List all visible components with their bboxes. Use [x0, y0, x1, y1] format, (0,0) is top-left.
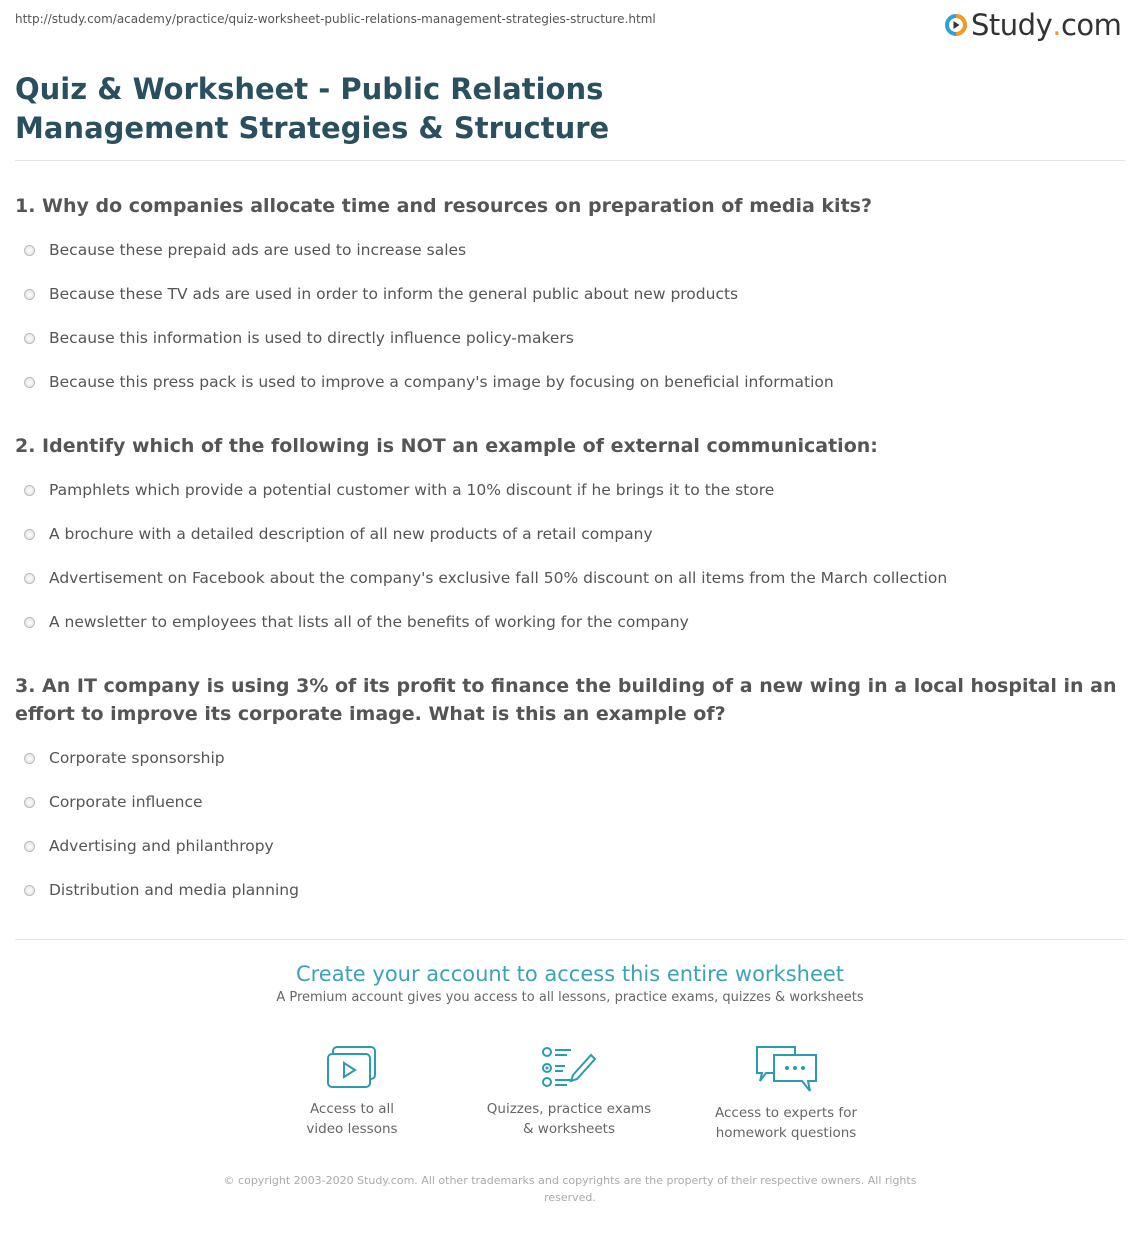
answer-option[interactable] — [15, 868, 1125, 912]
question-text: 2. Identify which of the following is NOT an example of external communication: — [15, 435, 878, 457]
option-label: Corporate sponsorship — [49, 749, 225, 767]
feature-label: Access to experts for — [714, 1105, 857, 1121]
divider — [15, 939, 1125, 940]
question-3 — [15, 672, 1125, 912]
option-label: Because these prepaid ads are used to increase sales — [49, 241, 467, 259]
answer-option[interactable] — [15, 512, 1125, 556]
option-label: Because this press pack is used to improve a company's image by focusing on beneficial information — [49, 373, 834, 391]
question-2 — [15, 432, 1125, 644]
radio-button[interactable] — [24, 245, 35, 256]
answer-option[interactable] — [15, 316, 1125, 360]
option-label: Distribution and media planning — [49, 881, 299, 899]
radio-button[interactable] — [24, 617, 35, 628]
quiz-checklist-icon — [541, 1045, 597, 1091]
question-text: 3. An IT company is using 3% of its profit to finance the building of a new wing in a local hospital in an effort to improve its corporate image. What is this an example of? — [15, 675, 1117, 725]
answer-option[interactable] — [15, 272, 1125, 316]
video-lesson-icon — [326, 1045, 378, 1091]
answer-option[interactable] — [15, 556, 1125, 600]
logo-dot: . — [1052, 8, 1061, 42]
answer-option[interactable] — [15, 468, 1125, 512]
page-title: Quiz & Worksheet - Public Relations Management Strategies & Structure — [15, 72, 610, 145]
answer-option[interactable] — [15, 228, 1125, 272]
radio-button[interactable] — [24, 753, 35, 764]
radio-button[interactable] — [24, 573, 35, 584]
divider — [15, 160, 1125, 161]
option-label: A brochure with a detailed description of all new products of a retail company — [49, 525, 653, 543]
radio-button[interactable] — [24, 377, 35, 388]
radio-button[interactable] — [24, 885, 35, 896]
option-label: Pamphlets which provide a potential customer with a 10% discount if he brings it to the store — [49, 481, 775, 499]
feature-label: Quizzes, practice exams — [486, 1101, 652, 1117]
option-label: Corporate influence — [49, 793, 203, 811]
logo-tld: com — [1060, 8, 1122, 42]
page-url: http://study.com/academy/practice/quiz-worksheet-public-relations-management-strategies-structure.html — [15, 12, 656, 26]
radio-button[interactable] — [24, 841, 35, 852]
radio-button[interactable] — [24, 333, 35, 344]
option-label: A newsletter to employees that lists all of the benefits of working for the company — [49, 613, 689, 631]
promo-subtext: A Premium account gives you access to all lessons, practice exams, quizzes & worksheets — [276, 990, 864, 1005]
radio-button[interactable] — [24, 485, 35, 496]
option-label: Because these TV ads are used in order to inform the general public about new products — [49, 285, 739, 303]
radio-button[interactable] — [24, 529, 35, 540]
answer-option[interactable] — [15, 360, 1125, 404]
feature-label: Access to all — [309, 1101, 395, 1117]
feature-label: homework questions — [715, 1125, 857, 1141]
feature-video-lessons — [252, 1045, 452, 1139]
chat-bubbles-icon — [754, 1045, 818, 1095]
play-logo-icon — [944, 13, 968, 37]
feature-quizzes — [469, 1045, 669, 1139]
answer-option[interactable] — [15, 736, 1125, 780]
option-label: Advertising and philanthropy — [49, 837, 274, 855]
answer-option[interactable] — [15, 600, 1125, 644]
question-1 — [15, 192, 1125, 404]
create-account-link[interactable]: Create your account to access this entire worksheet — [295, 962, 845, 986]
answer-option[interactable] — [15, 824, 1125, 868]
logo-name: Study — [971, 8, 1053, 42]
answer-option[interactable] — [15, 780, 1125, 824]
option-label: Because this information is used to directly influence policy-makers — [49, 329, 574, 347]
radio-button[interactable] — [24, 289, 35, 300]
feature-label: & worksheets — [522, 1121, 615, 1137]
question-text: 1. Why do companies allocate time and resources on preparation of media kits? — [15, 195, 872, 217]
feature-experts — [686, 1045, 886, 1143]
radio-button[interactable] — [24, 797, 35, 808]
copyright: © copyright 2003-2020 Study.com. All other trademarks and copyrights are the property of their respective owners. All rights reserved. — [223, 1174, 917, 1204]
feature-label: video lessons — [306, 1121, 398, 1137]
study-logo[interactable] — [944, 8, 1121, 42]
promo-section — [0, 962, 1140, 1005]
option-label: Advertisement on Facebook about the company's exclusive fall 50% discount on all items from the March collection — [49, 569, 948, 587]
